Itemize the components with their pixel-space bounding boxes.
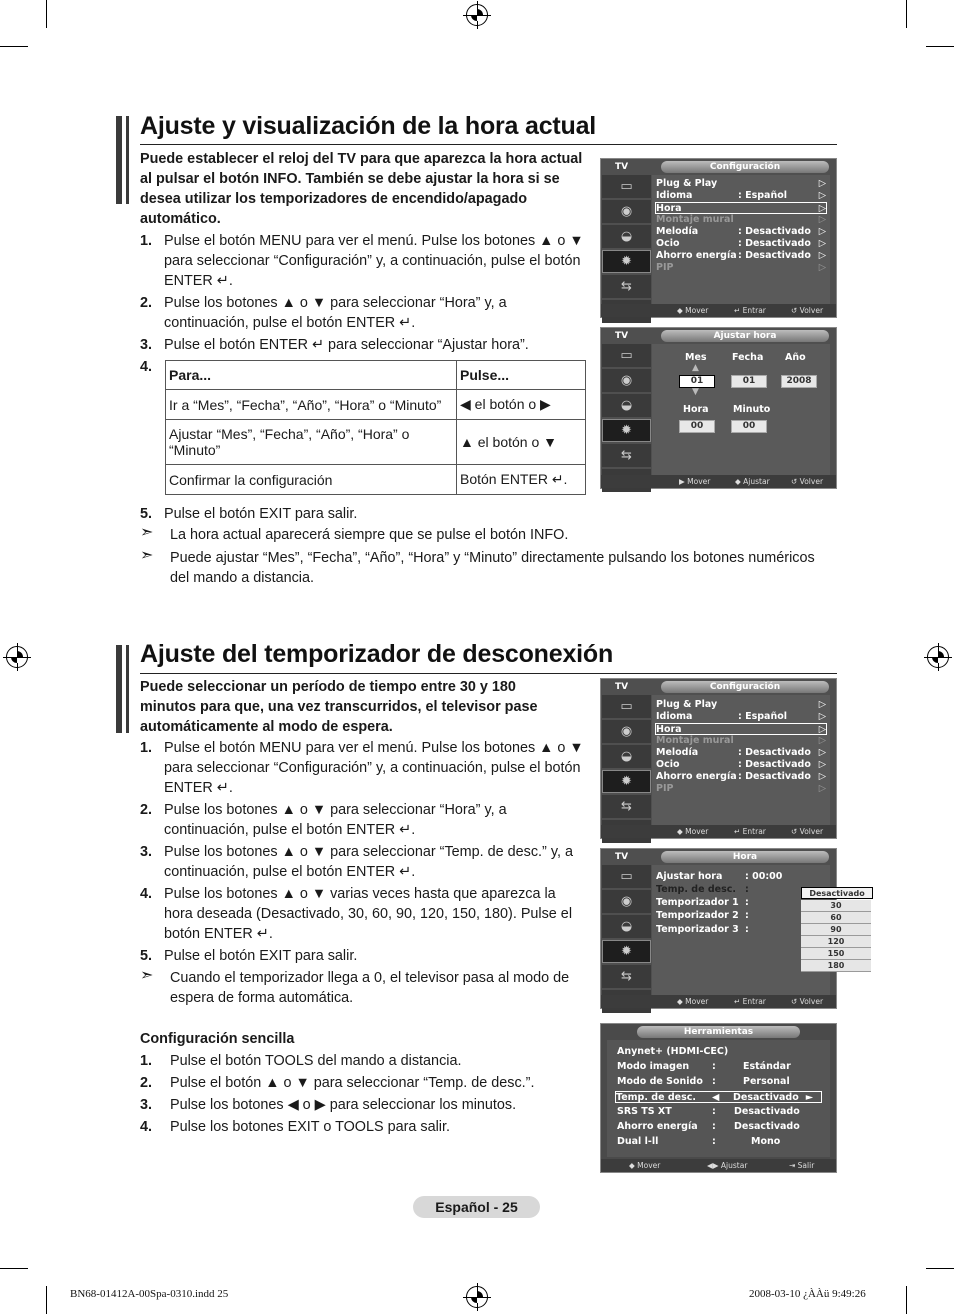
return-hint: ↺ Volver bbox=[791, 477, 824, 486]
osd-title: Herramientas bbox=[637, 1026, 800, 1038]
osd-tv-label: TV bbox=[615, 162, 629, 172]
osd-tv-label: TV bbox=[615, 682, 629, 692]
step-list bbox=[140, 504, 740, 526]
osd-sidebar bbox=[602, 865, 651, 1015]
section-intro: Puede seleccionar un período de tiempo entre 30 y 180 minutos para que, una vez transcurridos, el televisor pase automáticamente al modo de espera. bbox=[140, 679, 538, 735]
move-hint: ▶ Mover bbox=[679, 477, 711, 486]
osd-sidebar bbox=[602, 175, 651, 325]
osd-menu-row-selected: Hora ▷ bbox=[656, 724, 826, 735]
step-item: 1. Pulse el botón MENU para ver el menú. Pulse los botones ▲ o ▼ para seleccionar “Configuración” y, a continuación, pulse el botón ENTER ↵. bbox=[140, 740, 584, 796]
osd-menu-row: Idioma : Español ▷ bbox=[656, 190, 826, 201]
note-arrow-icon: ➣ bbox=[140, 547, 154, 564]
section-intro: Puede establecer el reloj del TV para que aparezca la hora actual al pulsar el botón INFO. También se debe ajustar la hora si se desea utilizar los temporizadores de encendido/apagado automático. bbox=[140, 151, 583, 227]
osd-footer bbox=[601, 825, 836, 838]
registration-mark-icon bbox=[466, 1286, 488, 1308]
year-label: Año bbox=[785, 352, 806, 363]
osd-title: Ajustar hora bbox=[661, 330, 829, 342]
osd-menu-body bbox=[652, 865, 865, 995]
osd-menu-row: Modo de Sonido : Personal bbox=[617, 1076, 790, 1087]
osd-menu-row: Temp. de desc. : bbox=[656, 884, 749, 895]
osd-menu-row: PIP ▷ bbox=[656, 262, 826, 273]
osd-menu-body bbox=[652, 695, 830, 825]
move-hint: ◆ Mover bbox=[677, 827, 709, 836]
osd-menu-row: Modo imagen : Estándar bbox=[617, 1061, 791, 1072]
table-header bbox=[166, 361, 586, 390]
crop-mark bbox=[0, 1268, 28, 1269]
input-icon: ⇆ bbox=[602, 795, 651, 818]
hour-label: Hora bbox=[683, 404, 709, 415]
osd-menu-row: Temporizador 3 : bbox=[656, 924, 749, 935]
osd-menu-body bbox=[652, 175, 830, 304]
sound-icon: ◉ bbox=[602, 200, 651, 223]
osd-menu-row: Dual l-ll : Mono bbox=[617, 1136, 781, 1147]
section-bar bbox=[126, 116, 129, 204]
step-item: 4. Pulse los botones ▲ o ▼ varias veces hasta que aparezca la hora deseada (Desactivado, 30, 60, 90, 120, 150, 180). Pulse el botón ENTER ↵. bbox=[140, 886, 573, 942]
step-item: 5. Pulse el botón EXIT para salir. bbox=[140, 506, 358, 522]
step-item: 5. Pulse el botón EXIT para salir. bbox=[140, 948, 358, 964]
note-arrow-icon: ➣ bbox=[140, 967, 154, 984]
osd-tv-label: TV bbox=[615, 331, 629, 341]
osd-menu-row: Plug & Play ▷ bbox=[656, 699, 826, 710]
table-header-cell: Para... bbox=[166, 361, 457, 390]
crop-mark bbox=[0, 46, 28, 47]
note-arrow-icon: ➣ bbox=[140, 524, 154, 541]
osd-config-screen bbox=[600, 158, 837, 318]
sleep-timer-option-selected: Desactivado bbox=[801, 887, 873, 899]
step-item: 3. Pulse los botones ◀ o ▶ para seleccionar los minutos. bbox=[140, 1097, 517, 1113]
setup-gear-icon: ✹ bbox=[602, 940, 651, 963]
step-item: 3. Pulse el botón ENTER ↵ para seleccionar “Ajustar hora”. bbox=[140, 337, 529, 353]
up-arrow-icon: ▲ bbox=[692, 363, 699, 373]
picture-icon: ▭ bbox=[602, 175, 651, 198]
input-icon: ⇆ bbox=[602, 275, 651, 298]
sound-icon: ◉ bbox=[602, 890, 651, 913]
crop-mark bbox=[46, 0, 47, 28]
osd-sidebar bbox=[602, 695, 651, 845]
table-cell: Ajustar “Mes”, “Fecha”, “Año”, “Hora” o “Minuto” bbox=[166, 420, 457, 465]
table-cell: Confirmar la configuración bbox=[166, 465, 457, 495]
osd-menu-row: Temporizador 1 : bbox=[656, 897, 749, 908]
osd-menu-row: Ocio : Desactivado ▷ bbox=[656, 759, 826, 770]
crop-mark bbox=[906, 0, 907, 28]
osd-menu-row: Temporizador 2 : bbox=[656, 910, 749, 921]
crop-mark bbox=[906, 1286, 907, 1314]
section-rule bbox=[140, 673, 837, 674]
setup-gear-icon: ✹ bbox=[602, 419, 651, 442]
sound-icon: ◉ bbox=[602, 369, 651, 392]
table-cell: ▲ el botón o ▼ bbox=[457, 420, 586, 465]
table-row bbox=[166, 420, 586, 465]
channel-icon: ◒ bbox=[602, 225, 651, 248]
osd-menu-body bbox=[652, 344, 830, 475]
adjust-hint: ◀▶ Ajustar bbox=[707, 1161, 748, 1170]
return-hint: ↺ Volver bbox=[791, 997, 824, 1006]
return-hint: ↺ Volver bbox=[791, 306, 824, 315]
note: ➣ Puede ajustar “Mes”, “Fecha”, “Año”, “Hora” y “Minuto” directamente pulsando los botones numéricos del mando a distancia. bbox=[140, 547, 815, 586]
step-item: 2. Pulse los botones ▲ o ▼ para seleccionar “Hora” y, a continuación, pulse el botón ENTER ↵. bbox=[140, 802, 507, 838]
osd-menu-row: Idioma : Español ▷ bbox=[656, 711, 826, 722]
osd-title: Hora bbox=[661, 851, 829, 863]
down-arrow-icon: ▼ bbox=[692, 387, 699, 397]
osd-menu-row: Montaje mural ▷ bbox=[656, 735, 826, 746]
osd-menu-row: Plug & Play ▷ bbox=[656, 178, 826, 189]
enter-hint: ↵ Entrar bbox=[734, 306, 766, 315]
easy-setup-title: Configuración sencilla bbox=[140, 1031, 295, 1047]
move-hint: ◆ Mover bbox=[629, 1161, 661, 1170]
channel-icon: ◒ bbox=[602, 394, 651, 417]
osd-menu-row: Melodía : Desactivado ▷ bbox=[656, 226, 826, 237]
registration-mark-icon bbox=[466, 4, 488, 26]
osd-footer bbox=[601, 1159, 836, 1172]
enter-hint: ↵ Entrar bbox=[734, 997, 766, 1006]
osd-tools-screen bbox=[600, 1023, 837, 1173]
osd-sidebar bbox=[602, 344, 651, 494]
osd-title: Configuración bbox=[661, 161, 829, 173]
setup-gear-icon: ✹ bbox=[602, 250, 651, 273]
osd-menu-row: Montaje mural ▷ bbox=[656, 214, 826, 225]
osd-menu-row: Melodía : Desactivado ▷ bbox=[656, 747, 826, 758]
osd-footer bbox=[601, 304, 836, 317]
osd-menu-row: Ahorro energía : Desactivado bbox=[617, 1121, 800, 1132]
osd-menu-row: Ocio : Desactivado ▷ bbox=[656, 238, 826, 249]
sleep-timer-option: 120 bbox=[801, 936, 871, 948]
registration-mark-icon bbox=[927, 646, 949, 668]
minute-field: 00 bbox=[731, 420, 767, 433]
print-timestamp: 2008-03-10 ¿ÀÀü 9:49:26 bbox=[749, 1288, 866, 1300]
osd-menu-row: Ajustar hora : 00:00 bbox=[656, 871, 783, 882]
table-cell: Ir a “Mes”, “Fecha”, “Año”, “Hora” o “Minuto” bbox=[166, 390, 457, 420]
picture-icon: ▭ bbox=[602, 344, 651, 367]
osd-time-screen bbox=[600, 848, 865, 1009]
adjust-hint: ◆ Ajustar bbox=[735, 477, 770, 486]
move-hint: ◆ Mover bbox=[677, 306, 709, 315]
osd-menu-row: Anynet+ (HDMI-CEC) bbox=[617, 1046, 729, 1057]
osd-title: Configuración bbox=[661, 681, 829, 693]
input-icon: ⇆ bbox=[602, 965, 651, 988]
minute-label: Minuto bbox=[733, 404, 771, 415]
crop-mark bbox=[926, 46, 954, 47]
osd-menu-row-selected: Temp. de desc. ◀ Desactivado ► bbox=[615, 1091, 822, 1103]
osd-menu-row: Ahorro energía : Desactivado ▷ bbox=[656, 771, 826, 782]
step-item: 1. Pulse el botón MENU para ver el menú. Pulse los botones ▲ o ▼ para seleccionar “Configuración” y, a continuación, pulse el botón ENTER ↵. bbox=[140, 233, 584, 289]
osd-menu-row-selected: Hora ▷ bbox=[656, 203, 826, 214]
osd-config-screen bbox=[600, 678, 837, 839]
year-field: 2008 bbox=[781, 375, 817, 388]
sound-icon: ◉ bbox=[602, 720, 651, 743]
channel-icon: ◒ bbox=[602, 745, 651, 768]
month-field: 01 bbox=[679, 375, 715, 388]
step-list bbox=[140, 738, 585, 968]
crop-mark bbox=[46, 1286, 47, 1314]
date-label: Fecha bbox=[732, 352, 764, 363]
enter-hint: ↵ Entrar bbox=[734, 827, 766, 836]
return-hint: ↺ Volver bbox=[791, 827, 824, 836]
sleep-timer-option: 90 bbox=[801, 924, 871, 936]
osd-tv-label: TV bbox=[615, 852, 629, 862]
move-hint: ◆ Mover bbox=[677, 997, 709, 1006]
step-item: 3. Pulse los botones ▲ o ▼ para seleccionar “Temp. de desc.” y, a continuación, pulse el botón ENTER ↵. bbox=[140, 844, 573, 880]
section-bar bbox=[116, 645, 122, 733]
table-cell: Botón ENTER ↵. bbox=[457, 465, 586, 495]
table-header-cell: Pulse... bbox=[457, 361, 586, 390]
date-field: 01 bbox=[731, 375, 767, 388]
month-label: Mes bbox=[685, 352, 707, 363]
table-row bbox=[166, 390, 586, 420]
channel-icon: ◒ bbox=[602, 915, 651, 938]
section-rule bbox=[140, 144, 837, 145]
crop-mark bbox=[926, 1268, 954, 1269]
hour-field: 00 bbox=[679, 420, 715, 433]
sleep-timer-option: 150 bbox=[801, 948, 871, 960]
step-item: 2. Pulse los botones ▲ o ▼ para seleccionar “Hora” y, a continuación, pulse el botón ENTER ↵. bbox=[140, 295, 507, 331]
section-title: Ajuste del temporizador de desconexión bbox=[140, 640, 614, 668]
options-table bbox=[165, 360, 586, 495]
osd-menu-row: SRS TS XT : Desactivado bbox=[617, 1106, 800, 1117]
step-item: 2. Pulse el botón ▲ o ▼ para seleccionar “Temp. de desc.”. bbox=[140, 1075, 535, 1091]
osd-menu-row: PIP ▷ bbox=[656, 783, 826, 794]
osd-footer bbox=[601, 475, 836, 488]
step-list: 1. Pulse el botón MENU para ver el menú. Pulse los botones ▲ o ▼ para seleccionar “Configuración” y, a continuación, pulse el botón ENTER ↵. 2. Pulse los botones ▲ o ▼ para seleccionar “Hora” y, a continuación, pulse el botón ENTER ↵. 3. Pulse el botón ENTER ↵ para seleccionar “Ajustar hora”. 4. bbox=[140, 233, 584, 375]
step-item: 4. Pulse los botones EXIT o TOOLS para salir. bbox=[140, 1119, 450, 1135]
osd-clock-screen bbox=[600, 327, 837, 489]
section-title: Ajuste y visualización de la hora actual bbox=[140, 112, 597, 140]
osd-menu-body bbox=[607, 1040, 830, 1157]
osd-menu-row: Ahorro energía : Desactivado ▷ bbox=[656, 250, 826, 261]
table-row bbox=[166, 465, 586, 495]
easy-step-list bbox=[140, 1051, 585, 1139]
sleep-timer-option: 60 bbox=[801, 912, 871, 924]
section-bar bbox=[116, 116, 122, 204]
note: ➣ Cuando el temporizador llega a 0, el televisor pasa al modo de espera de forma automática. bbox=[140, 967, 570, 1006]
note: ➣ La hora actual aparecerá siempre que se pulse el botón INFO. bbox=[140, 524, 569, 543]
registration-mark-icon bbox=[6, 646, 28, 668]
input-icon: ⇆ bbox=[602, 444, 651, 467]
step-item: 1. Pulse el botón TOOLS del mando a distancia. bbox=[140, 1053, 462, 1069]
picture-icon: ▭ bbox=[602, 695, 651, 718]
page-number-badge: Español - 25 bbox=[413, 1196, 540, 1218]
sleep-timer-option: 180 bbox=[801, 960, 871, 972]
picture-icon: ▭ bbox=[602, 865, 651, 888]
section-bar bbox=[126, 645, 129, 733]
sleep-timer-option: 30 bbox=[801, 900, 871, 912]
table-cell: ◀ el botón o ▶ bbox=[457, 390, 586, 420]
exit-hint: ⇥ Salir bbox=[789, 1161, 815, 1170]
setup-gear-icon: ✹ bbox=[602, 770, 651, 793]
print-file-info: BN68-01412A-00Spa-0310.indd 25 bbox=[70, 1288, 229, 1300]
osd-footer bbox=[601, 995, 836, 1008]
